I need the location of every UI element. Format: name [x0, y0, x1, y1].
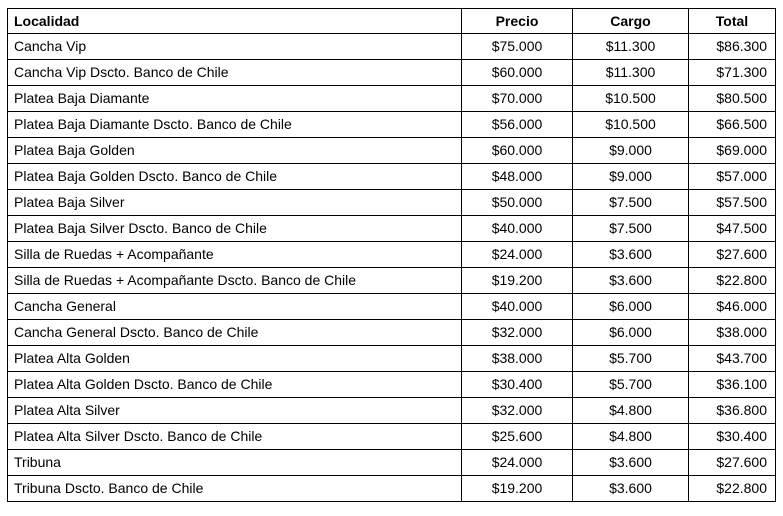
cell-total: $47.500: [689, 216, 776, 242]
table-row: [8, 86, 776, 112]
cell-total: $38.000: [689, 320, 776, 346]
cell-cargo: $10.500: [573, 86, 689, 112]
cell-precio: $30.400: [462, 372, 573, 398]
table-row: [8, 450, 776, 476]
cell-cargo: $3.600: [573, 450, 689, 476]
table-row: [8, 216, 776, 242]
cell-total: $80.500: [689, 86, 776, 112]
cell-cargo: $5.700: [573, 372, 689, 398]
cell-precio: $40.000: [462, 216, 573, 242]
cell-total: $46.000: [689, 294, 776, 320]
cell-total: $22.800: [689, 476, 776, 502]
cell-precio: $19.200: [462, 268, 573, 294]
cell-precio: $25.600: [462, 424, 573, 450]
table-row: [8, 424, 776, 450]
cell-localidad: Silla de Ruedas + Acompañante Dscto. Banco de Chile: [8, 268, 462, 294]
cell-localidad: Cancha Vip Dscto. Banco de Chile: [8, 60, 462, 86]
cell-localidad: Platea Baja Diamante Dscto. Banco de Chile: [8, 112, 462, 138]
table-row: [8, 398, 776, 424]
cell-precio: $60.000: [462, 138, 573, 164]
cell-cargo: $3.600: [573, 268, 689, 294]
header-precio: Precio: [462, 9, 573, 34]
cell-cargo: $3.600: [573, 242, 689, 268]
table-row: [8, 294, 776, 320]
cell-cargo: $4.800: [573, 398, 689, 424]
cell-total: $69.000: [689, 138, 776, 164]
cell-localidad: Silla de Ruedas + Acompañante: [8, 242, 462, 268]
table-row: [8, 320, 776, 346]
cell-cargo: $11.300: [573, 60, 689, 86]
cell-total: $57.500: [689, 190, 776, 216]
table-row: [8, 34, 776, 60]
table-row: [8, 60, 776, 86]
cell-cargo: $3.600: [573, 476, 689, 502]
cell-precio: $19.200: [462, 476, 573, 502]
cell-localidad: Cancha General: [8, 294, 462, 320]
table-row: [8, 138, 776, 164]
cell-total: $27.600: [689, 242, 776, 268]
cell-localidad: Platea Baja Diamante: [8, 86, 462, 112]
cell-cargo: $6.000: [573, 294, 689, 320]
cell-total: $43.700: [689, 346, 776, 372]
cell-cargo: $11.300: [573, 34, 689, 60]
cell-precio: $56.000: [462, 112, 573, 138]
cell-localidad: Platea Baja Golden: [8, 138, 462, 164]
cell-cargo: $7.500: [573, 190, 689, 216]
cell-total: $36.100: [689, 372, 776, 398]
cell-precio: $70.000: [462, 86, 573, 112]
cell-precio: $32.000: [462, 398, 573, 424]
table-body: [8, 34, 776, 502]
table-row: [8, 112, 776, 138]
cell-cargo: $7.500: [573, 216, 689, 242]
cell-total: $57.000: [689, 164, 776, 190]
cell-cargo: $9.000: [573, 138, 689, 164]
cell-precio: $60.000: [462, 60, 573, 86]
cell-total: $71.300: [689, 60, 776, 86]
cell-cargo: $10.500: [573, 112, 689, 138]
cell-cargo: $4.800: [573, 424, 689, 450]
cell-precio: $24.000: [462, 242, 573, 268]
price-table-container: [7, 8, 776, 502]
cell-cargo: $6.000: [573, 320, 689, 346]
header-localidad: Localidad: [8, 9, 462, 34]
cell-precio: $38.000: [462, 346, 573, 372]
table-row: [8, 164, 776, 190]
header-cargo: Cargo: [573, 9, 689, 34]
cell-localidad: Cancha General Dscto. Banco de Chile: [8, 320, 462, 346]
cell-total: $36.800: [689, 398, 776, 424]
cell-total: $22.800: [689, 268, 776, 294]
cell-localidad: Platea Alta Golden Dscto. Banco de Chile: [8, 372, 462, 398]
cell-cargo: $9.000: [573, 164, 689, 190]
cell-localidad: Platea Baja Golden Dscto. Banco de Chile: [8, 164, 462, 190]
cell-precio: $24.000: [462, 450, 573, 476]
cell-total: $30.400: [689, 424, 776, 450]
cell-localidad: Tribuna Dscto. Banco de Chile: [8, 476, 462, 502]
cell-cargo: $5.700: [573, 346, 689, 372]
cell-localidad: Tribuna: [8, 450, 462, 476]
cell-total: $86.300: [689, 34, 776, 60]
table-row: [8, 372, 776, 398]
cell-localidad: Platea Baja Silver: [8, 190, 462, 216]
cell-precio: $75.000: [462, 34, 573, 60]
table-row: [8, 242, 776, 268]
header-total: Total: [689, 9, 776, 34]
table-header-row: [8, 9, 776, 34]
table-row: [8, 190, 776, 216]
table-row: [8, 268, 776, 294]
cell-localidad: Platea Alta Silver: [8, 398, 462, 424]
cell-total: $66.500: [689, 112, 776, 138]
cell-precio: $48.000: [462, 164, 573, 190]
table-row: [8, 346, 776, 372]
cell-localidad: Platea Alta Silver Dscto. Banco de Chile: [8, 424, 462, 450]
cell-precio: $50.000: [462, 190, 573, 216]
cell-localidad: Platea Alta Golden: [8, 346, 462, 372]
cell-localidad: Cancha Vip: [8, 34, 462, 60]
cell-precio: $40.000: [462, 294, 573, 320]
cell-precio: $32.000: [462, 320, 573, 346]
cell-total: $27.600: [689, 450, 776, 476]
cell-localidad: Platea Baja Silver Dscto. Banco de Chile: [8, 216, 462, 242]
price-table: [7, 8, 776, 502]
table-row: [8, 476, 776, 502]
